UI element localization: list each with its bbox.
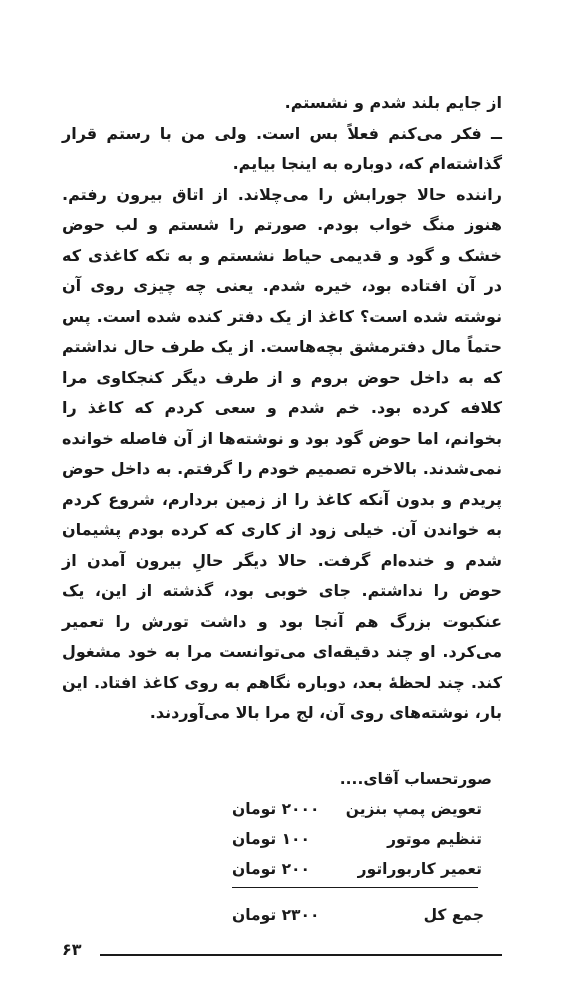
bill-row bbox=[232, 794, 492, 824]
bill-total-label: جمع کل bbox=[423, 906, 484, 924]
bill-item-amount: ۲۰۰۰ تومان bbox=[232, 800, 320, 818]
bill-item-label: تعمیر کاربوراتور bbox=[357, 860, 482, 878]
bill-item-amount: ۱۰۰ تومان bbox=[232, 830, 310, 848]
paragraph: از جایم بلند شدم و نشستم. bbox=[284, 93, 502, 112]
bill bbox=[232, 764, 492, 884]
bill-row bbox=[232, 854, 492, 884]
bill-divider bbox=[232, 887, 478, 888]
bill-row bbox=[232, 824, 492, 854]
bill-item-amount: ۲۰۰ تومان bbox=[232, 860, 310, 878]
bill-title: صورتحساب آقای.... bbox=[339, 770, 492, 788]
bill-item-label: تنظیم موتور bbox=[387, 830, 482, 848]
bill-item-label: تعویض پمپ بنزین bbox=[345, 800, 482, 818]
footer-divider bbox=[100, 954, 502, 956]
page-number: ۶۳ bbox=[62, 940, 82, 959]
bill-total-amount: ۲۳۰۰ تومان bbox=[232, 906, 320, 924]
paragraph: راننده حالا جورابش را می‌چلاند. از اتاق بیرون رفتم. هنوز منگ خواب بودم. صورتم را شستم و لب حوض خشک و گود و قدیمی حیاط نشستم و به تکه کاغذی که در آن افتاده بود، خیره شدم. یعنی چه چیزی روی آن نوشته شده است؟ کاغذ از یک دفتر کنده شده است. پس حتماً مال دفترمشق بچه‌هاست. از یک طرف حال نداشتم که به داخل حوض بروم و از طرف دیگر کنجکاوی مرا کلافه کرده بود. خم شدم و سعی کردم که کاغذ را بخوانم، اما حوض گود بود و نوشته‌ها از آن فاصله خوانده نمی‌شدند. بالاخره تصمیم خودم را گرفتم. به داخل حوض پریدم و بدون آنکه کاغذ را از زمین بردارم، شروع کردم به خواندن آن. خیلی زود از کاری که کرده بودم پشیمان شدم و خنده‌ام گرفت. حالا دیگر حالِ بیرون آمدن از حوض را نداشتم. جای خوبی بود، گذشته از این، یک عنکبوت بزرگ هم آنجا بود و داشت تورش را تعمیر می‌کرد. او چند دقیقه‌ای می‌توانست مرا به خود مشغول کند. چند لحظهٔ بعد، دوباره نگاهم به روی کاغذ افتاد. این بار، نوشته‌های روی آن، لج مرا بالا می‌آوردند. bbox=[62, 184, 502, 722]
body-text bbox=[62, 88, 502, 729]
bill-total-row bbox=[232, 900, 484, 930]
paragraph: ــ فکر می‌کنم فعلاً بس است. ولی من با رستم قرار گذاشته‌ام که، دوباره به اینجا بیایم. bbox=[62, 123, 502, 173]
